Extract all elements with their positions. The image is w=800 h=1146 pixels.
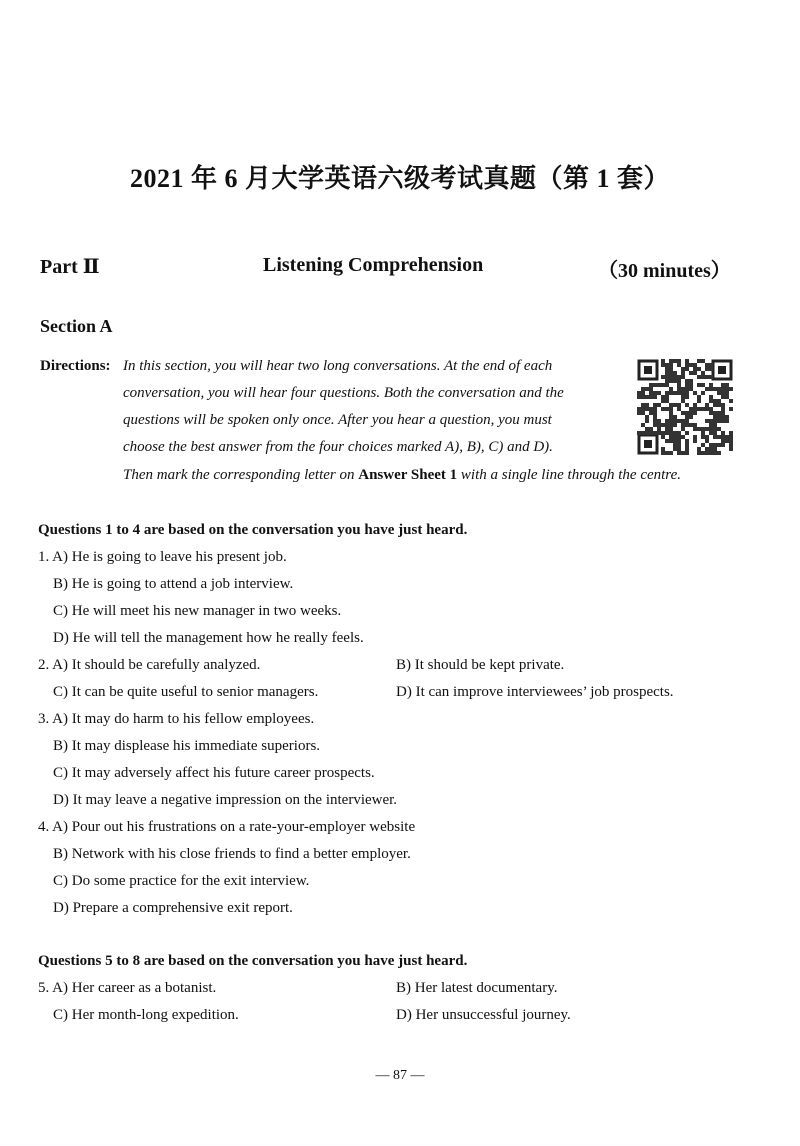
question-4-option-a: 4. A) Pour out his frustrations on a rate-your-employer website xyxy=(38,819,416,835)
question-5-option-a: 5. A) Her career as a botanist. xyxy=(38,980,217,996)
question-3-option-b: B) It may displease his immediate superiors. xyxy=(53,738,321,754)
directions-line xyxy=(123,385,623,402)
question-5-option-b: B) Her latest documentary. xyxy=(396,980,558,996)
directions-line-text: conversation, you will hear four questions. Both the conversation and the xyxy=(123,385,564,401)
directions-line xyxy=(123,412,623,429)
directions-label: Directions: xyxy=(40,358,111,374)
question-5-option-d: D) Her unsuccessful journey. xyxy=(396,1007,571,1023)
question-2-option-b: B) It should be kept private. xyxy=(396,657,565,673)
answer-sheet-ref: Answer Sheet 1 xyxy=(358,467,458,483)
directions-line xyxy=(123,439,553,456)
question-2-option-a: 2. A) It should be carefully analyzed. xyxy=(38,657,261,673)
question-4-option-b: B) Network with his close friends to find a better employer. xyxy=(53,846,411,862)
directions-line-text: In this section, you will hear two long conversations. At the end of each xyxy=(123,358,553,374)
question-4-option-c: C) Do some practice for the exit interview. xyxy=(53,873,310,889)
question-2-option-d: D) It can improve interviewees’ job prospects. xyxy=(396,684,674,700)
directions-last-post: with a single line through the centre. xyxy=(457,467,681,483)
question-1-option-d: D) He will tell the management how he really feels. xyxy=(53,630,364,646)
question-4-option-d: D) Prepare a comprehensive exit report. xyxy=(53,900,293,916)
page-title: 2021 年 6 月大学英语六级考试真题（第 1 套） xyxy=(129,164,670,193)
directions-line xyxy=(123,358,623,375)
question-2-option-c: C) It can be quite useful to senior managers. xyxy=(53,684,319,700)
page-number: — 87 — xyxy=(375,1068,425,1083)
section-heading: Section A xyxy=(40,316,113,336)
question-1-option-a: 1. A) He is going to leave his present job. xyxy=(38,549,287,565)
question-group-header: Questions 5 to 8 are based on the conversation you have just heard. xyxy=(38,953,468,969)
part-name: Listening Comprehension xyxy=(263,254,484,276)
part-label: Part Ⅱ xyxy=(40,256,100,278)
question-5-option-c: C) Her month-long expedition. xyxy=(53,1007,239,1023)
directions-last-line xyxy=(123,467,681,484)
directions-line-text: choose the best answer from the four choices marked A), B), C) and D). xyxy=(123,439,553,455)
question-group-header: Questions 1 to 4 are based on the conversation you have just heard. xyxy=(38,522,468,538)
question-3-option-a: 3. A) It may do harm to his fellow employees. xyxy=(38,711,315,727)
directions-line-text: questions will be spoken only once. After you hear a question, you must xyxy=(123,412,552,428)
part-time: （30 minutes） xyxy=(598,260,731,282)
question-3-option-d: D) It may leave a negative impression on the interviewer. xyxy=(53,792,398,808)
question-3-option-c: C) It may adversely affect his future career prospects. xyxy=(53,765,375,781)
question-1-option-b: B) He is going to attend a job interview. xyxy=(53,576,294,592)
qr-code-icon xyxy=(637,359,733,455)
directions-last-pre: Then mark the corresponding letter on xyxy=(123,467,359,483)
question-1-option-c: C) He will meet his new manager in two weeks. xyxy=(53,603,342,619)
